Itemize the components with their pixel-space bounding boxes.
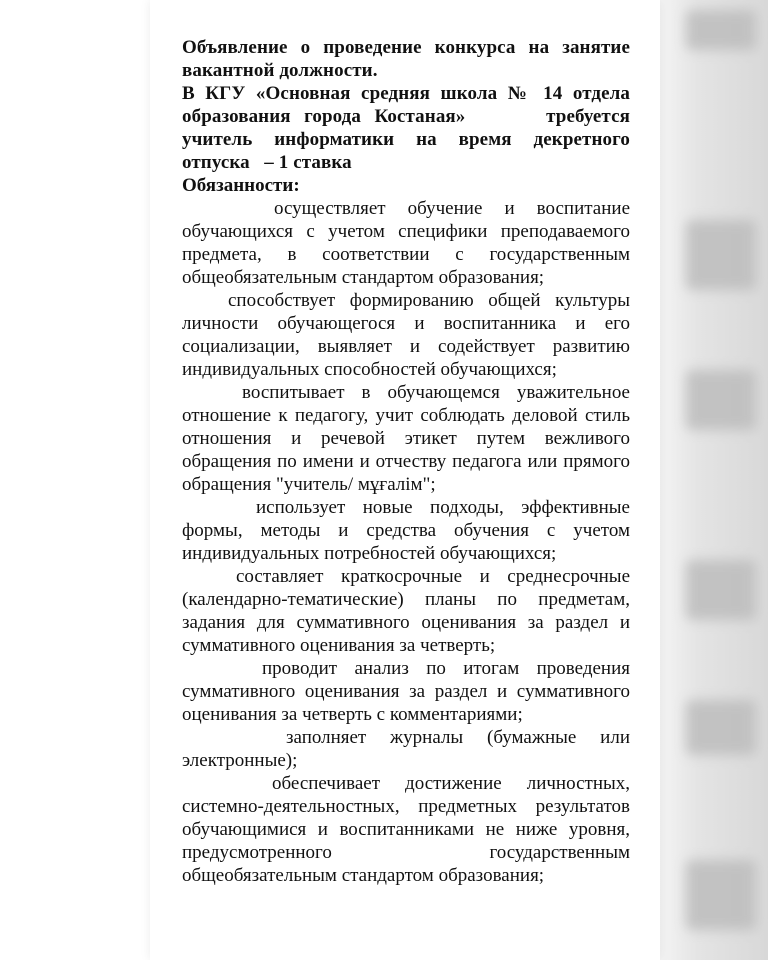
duty-item: обеспечивает достижение личностных, системно-деятельностных, предметных результатов обучающимися и воспитанниками не ниже уровня, предусмотренного государственным общеобязательным стандартом образования; [182,773,630,886]
duty-item: составляет краткосрочные и среднесрочные (календарно-тематические) планы по предметам, задания для суммативного оценивания за раздел и суммативного оценивания за четверть; [182,566,630,656]
document-content [182,36,635,887]
duty-item: способствует формированию общей культуры личности обучающегося и воспитанника и его социализации, выявляет и содействует развитию индивидуальных способностей обучающихся; [182,290,630,380]
duty-item: использует новые подходы, эффективные формы, методы и средства обучения с учетом индивидуальных потребностей обучающихся; [182,497,630,564]
duty-item: осуществляет обучение и воспитание обучающихся с учетом специфики преподаваемого предмета, в соответствии с государственным общеобязательным стандартом образования; [182,198,630,288]
blurred-shape [686,560,756,620]
left-background [0,0,150,960]
blurred-shape [686,700,756,755]
document-page [150,0,660,960]
duty-item: заполняет журналы (бумажные или электронные); [182,727,630,771]
blurred-shape [686,220,756,290]
blurred-shape [686,10,756,50]
blurred-shape [686,370,756,430]
blurred-shape [686,860,756,930]
announcement-title: Объявление о проведение конкурса на занятие вакантной должности. [182,37,630,81]
right-blurred-background [660,0,768,960]
announcement-vacancy: В КГУ «Основная средняя школа № 14 отдела образования города Костаная» требуется учитель информатики на время декретного отпуска – 1 ставка [182,83,635,173]
duties-title: Обязанности: [182,175,300,196]
duty-item: проводит анализ по итогам проведения суммативного оценивания за раздел и суммативного оценивания за четверть с комментариями; [182,658,630,725]
duty-item: воспитывает в обучающемся уважительное отношение к педагогу, учит соблюдать деловой стиль отношения и речевой этикет путем вежливого обращения по имени и отчеству педагога или прямого обращения "учитель/ мұғалім"; [182,382,630,495]
